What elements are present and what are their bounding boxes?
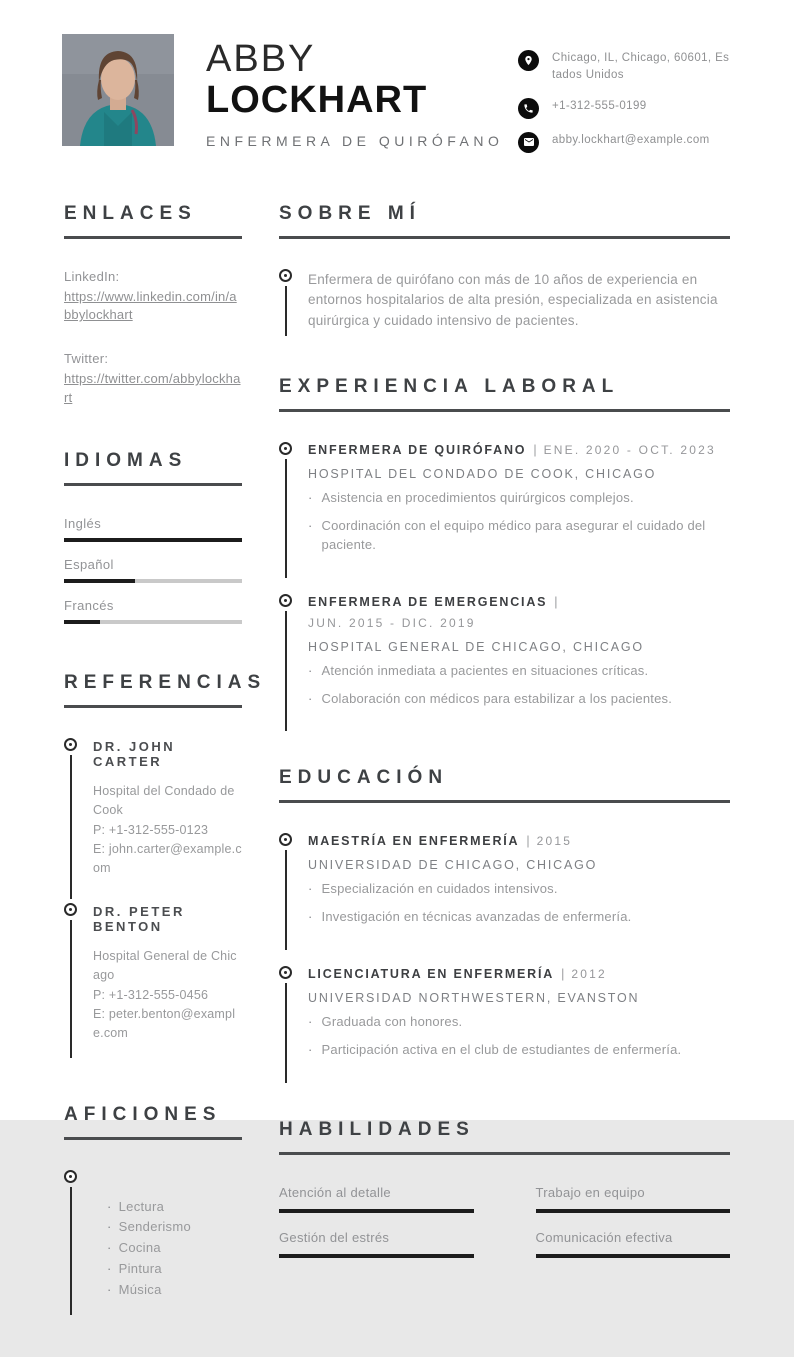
language-name: Español: [64, 556, 114, 572]
timeline-rail: [279, 442, 308, 578]
last-name: LOCKHART: [206, 78, 428, 121]
timeline-marker-icon: [64, 903, 77, 916]
reference-email: E: peter.benton@example.com: [93, 1006, 236, 1041]
timeline-marker-icon: [64, 1170, 77, 1183]
skill-level-fill: [279, 1209, 474, 1213]
experience-organization: HOSPITAL DEL CONDADO DE COOK, CHICAGO: [308, 467, 657, 482]
bullet-icon: ·: [308, 1014, 313, 1030]
about-text: Enfermera de quirófano con más de 10 años de experiencia en entornos hospitalarios de alta presión, especializada en asistencia quirúrgica y cuidado intensivo de pacientes.: [308, 271, 718, 329]
experience-entry: [279, 594, 730, 732]
timeline-rail: [279, 966, 308, 1083]
section-skills: [279, 1119, 730, 1258]
main-content: [0, 203, 794, 1357]
hobby-item: [107, 1217, 242, 1238]
timeline-line: [285, 459, 287, 578]
experience-bullet: [308, 517, 730, 555]
contact-location: Chicago, IL, Chicago, 60601, Estados Unidos: [552, 52, 730, 82]
timeline-rail: [279, 269, 308, 337]
skill-name: Trabajo en equipo: [535, 1184, 645, 1200]
experience-bullet: [308, 489, 730, 508]
skill-grid: [279, 1185, 730, 1258]
section-title-languages: IDIOMAS: [64, 450, 242, 486]
name-block: [206, 34, 503, 149]
timeline-marker-icon: [279, 833, 292, 846]
experience-details: [308, 594, 730, 732]
link-label: LinkedIn:: [64, 268, 120, 284]
education-bullet: [308, 908, 730, 927]
section-hobbies: [64, 1104, 242, 1315]
hobbies-entry: [64, 1170, 242, 1315]
reference-name: DR. JOHN CARTER: [93, 738, 176, 769]
timeline-line: [70, 920, 72, 1058]
separator: |: [554, 594, 558, 609]
contact-phone: +1-312-555-0199: [552, 99, 647, 112]
timeline-marker-icon: [64, 738, 77, 751]
experience-role: ENFERMERA DE EMERGENCIAS: [308, 594, 548, 609]
education-organization: UNIVERSIDAD NORTHWESTERN, EVANSTON: [308, 991, 640, 1006]
education-dates: 2015: [536, 834, 573, 849]
experience-role: ENFERMERA DE QUIRÓFANO: [308, 443, 527, 458]
education-bullet: [308, 880, 730, 899]
bullet-icon: ·: [107, 1261, 112, 1277]
section-languages: [64, 450, 242, 624]
section-links: [64, 203, 242, 408]
language-level-fill: [64, 579, 135, 583]
reference-phone: P: +1-312-555-0456: [93, 987, 209, 1002]
contact-location-row: [518, 50, 730, 85]
education-organization: UNIVERSIDAD DE CHICAGO, CHICAGO: [308, 858, 598, 873]
experience-bullet: [308, 690, 730, 709]
bullet-icon: ·: [308, 1042, 313, 1058]
section-title-hobbies: AFICIONES: [64, 1104, 242, 1140]
reference-details: [93, 738, 242, 899]
education-bullet-text: Participación activa en el club de estudiantes de enfermería.: [321, 1042, 682, 1058]
education-degree: LICENCIATURA EN ENFERMERÍA: [308, 967, 555, 982]
bullet-icon: ·: [308, 909, 313, 925]
experience-dates: JUN. 2015 - DIC. 2019: [308, 615, 476, 630]
timeline-marker-icon: [279, 594, 292, 607]
experience-entry: [279, 442, 730, 578]
timeline-rail: [64, 1170, 93, 1315]
profile-photo-illustration: [62, 34, 174, 146]
hobby-item: [107, 1280, 242, 1301]
timeline-rail: [64, 903, 93, 1058]
section-title-references: REFERENCIAS: [64, 672, 242, 708]
hobby-item: [107, 1197, 242, 1218]
timeline-line: [70, 755, 72, 899]
contact-email: abby.lockhart@example.com: [552, 133, 710, 146]
experience-heading: [308, 443, 730, 457]
education-details: [308, 966, 730, 1083]
skill-item: [536, 1185, 731, 1213]
experience-bullet-text: Coordinación con el equipo médico para asegurar el cuidado del paciente.: [321, 518, 706, 552]
email-icon: [518, 132, 539, 153]
skill-level-bar: [536, 1254, 731, 1258]
link-item-linkedin: [64, 269, 242, 326]
section-about: [279, 203, 730, 337]
experience-organization: HOSPITAL GENERAL DE CHICAGO, CHICAGO: [308, 639, 644, 654]
timeline-marker-icon: [279, 966, 292, 979]
language-level-fill: [64, 538, 242, 542]
experience-bullet-text: Colaboración con médicos para estabilizar a los pacientes.: [321, 690, 673, 706]
experience-heading: [308, 595, 730, 630]
left-column: [64, 202, 267, 1357]
education-bullet: [308, 1041, 730, 1060]
skill-item: [279, 1185, 474, 1213]
experience-bullet-text: Atención inmediata a pacientes en situaciones críticas.: [321, 662, 649, 678]
timeline-line: [285, 286, 287, 337]
reference-email: E: john.carter@example.com: [93, 842, 242, 876]
hobby-item: [107, 1259, 242, 1280]
language-row-french: [64, 598, 242, 624]
timeline-rail: [279, 594, 308, 732]
skill-item: [536, 1230, 731, 1258]
section-education: [279, 767, 730, 1082]
timeline-rail: [279, 833, 308, 950]
language-level-bar: [64, 538, 242, 542]
education-heading: [308, 967, 730, 981]
section-title-skills: HABILIDADES: [279, 1119, 730, 1155]
first-name: ABBY: [206, 38, 316, 80]
timeline-line: [70, 1187, 72, 1315]
section-title-links: ENLACES: [64, 203, 242, 239]
language-level-fill: [64, 620, 100, 624]
education-bullet-text: Investigación en técnicas avanzadas de enfermería.: [321, 909, 632, 925]
linkedin-link[interactable]: https://www.linkedin.com/in/abbylockhart: [64, 288, 237, 323]
section-references: [64, 671, 267, 1058]
bullet-icon: ·: [308, 662, 313, 678]
section-title-education: EDUCACIÓN: [279, 767, 730, 803]
language-level-bar: [64, 579, 242, 583]
timeline-marker-icon: [279, 269, 292, 282]
bullet-icon: ·: [107, 1240, 112, 1256]
section-title-experience: EXPERIENCIA LABORAL: [279, 376, 730, 412]
language-name: Francés: [64, 597, 114, 613]
education-details: [308, 833, 730, 950]
skill-level-fill: [536, 1254, 731, 1258]
separator: |: [526, 834, 530, 849]
about-entry: [279, 269, 730, 337]
language-row-english: [64, 516, 242, 542]
section-title-about: SOBRE MÍ: [279, 203, 730, 239]
skill-name: Gestión del estrés: [279, 1229, 390, 1245]
timeline-line: [285, 983, 287, 1083]
education-bullet: [308, 1013, 730, 1032]
skill-level-bar: [536, 1209, 731, 1213]
section-experience: [279, 376, 730, 731]
hobby-label: Lectura: [118, 1198, 165, 1214]
right-column: [279, 203, 730, 1357]
education-degree: MAESTRÍA EN ENFERMERÍA: [308, 834, 520, 849]
link-label: Twitter:: [64, 351, 109, 367]
bullet-icon: ·: [308, 490, 313, 506]
skill-name: Comunicación efectiva: [535, 1229, 673, 1245]
skill-name: Atención al detalle: [279, 1184, 391, 1200]
experience-bullet: [308, 662, 730, 681]
contact-email-row: [518, 132, 730, 153]
education-entry: [279, 833, 730, 950]
experience-bullet-text: Asistencia en procedimientos quirúrgicos complejos.: [321, 490, 634, 506]
phone-icon: [518, 98, 539, 119]
experience-dates: ENE. 2020 - OCT. 2023: [543, 443, 716, 458]
hobby-label: Cocina: [118, 1240, 161, 1256]
skill-level-fill: [536, 1209, 731, 1213]
bullet-icon: ·: [107, 1281, 112, 1297]
timeline-line: [285, 850, 287, 950]
separator: |: [561, 967, 565, 982]
link-item-twitter: [64, 351, 242, 408]
bullet-icon: ·: [308, 518, 313, 534]
education-dates: 2012: [571, 967, 607, 982]
skill-item: [279, 1230, 474, 1258]
reference-organization: Hospital del Condado de Cook: [93, 783, 235, 818]
language-name: Inglés: [64, 515, 102, 531]
reference-organization: Hospital General de Chicago: [93, 948, 237, 983]
skill-level-fill: [279, 1254, 474, 1258]
contact-phone-row: [518, 98, 730, 119]
education-bullet-text: Especialización en cuidados intensivos.: [321, 881, 558, 897]
language-row-spanish: [64, 557, 242, 583]
hobby-label: Senderismo: [118, 1219, 192, 1235]
twitter-link[interactable]: https://twitter.com/abbylockhart: [64, 371, 241, 406]
timeline-rail: [64, 738, 93, 899]
timeline-line: [285, 611, 287, 732]
profile-photo: [62, 34, 174, 146]
header: [0, 0, 794, 153]
bullet-icon: ·: [308, 881, 313, 897]
location-pin-icon: [518, 50, 539, 71]
reference-entry: [64, 903, 242, 1058]
skill-level-bar: [279, 1254, 474, 1258]
skill-level-bar: [279, 1209, 474, 1213]
hobby-label: Pintura: [118, 1261, 162, 1277]
hobby-label: Música: [118, 1281, 162, 1297]
reference-phone: P: +1-312-555-0123: [93, 822, 209, 837]
reference-entry: [64, 738, 242, 899]
hobby-item: [107, 1238, 242, 1259]
hobby-list: [93, 1170, 242, 1315]
language-level-bar: [64, 620, 242, 624]
reference-name: DR. PETER BENTON: [93, 903, 185, 934]
education-entry: [279, 966, 730, 1083]
education-heading: [308, 834, 730, 848]
reference-details: [93, 903, 242, 1058]
experience-details: [308, 442, 730, 578]
contact-block: [518, 34, 730, 153]
education-bullet-text: Graduada con honores.: [321, 1014, 463, 1030]
bullet-icon: ·: [107, 1198, 112, 1214]
bullet-icon: ·: [308, 690, 313, 706]
separator: |: [533, 443, 537, 458]
timeline-marker-icon: [279, 442, 292, 455]
bullet-icon: ·: [107, 1219, 112, 1235]
job-title: ENFERMERA DE QUIRÓFANO: [206, 132, 504, 149]
